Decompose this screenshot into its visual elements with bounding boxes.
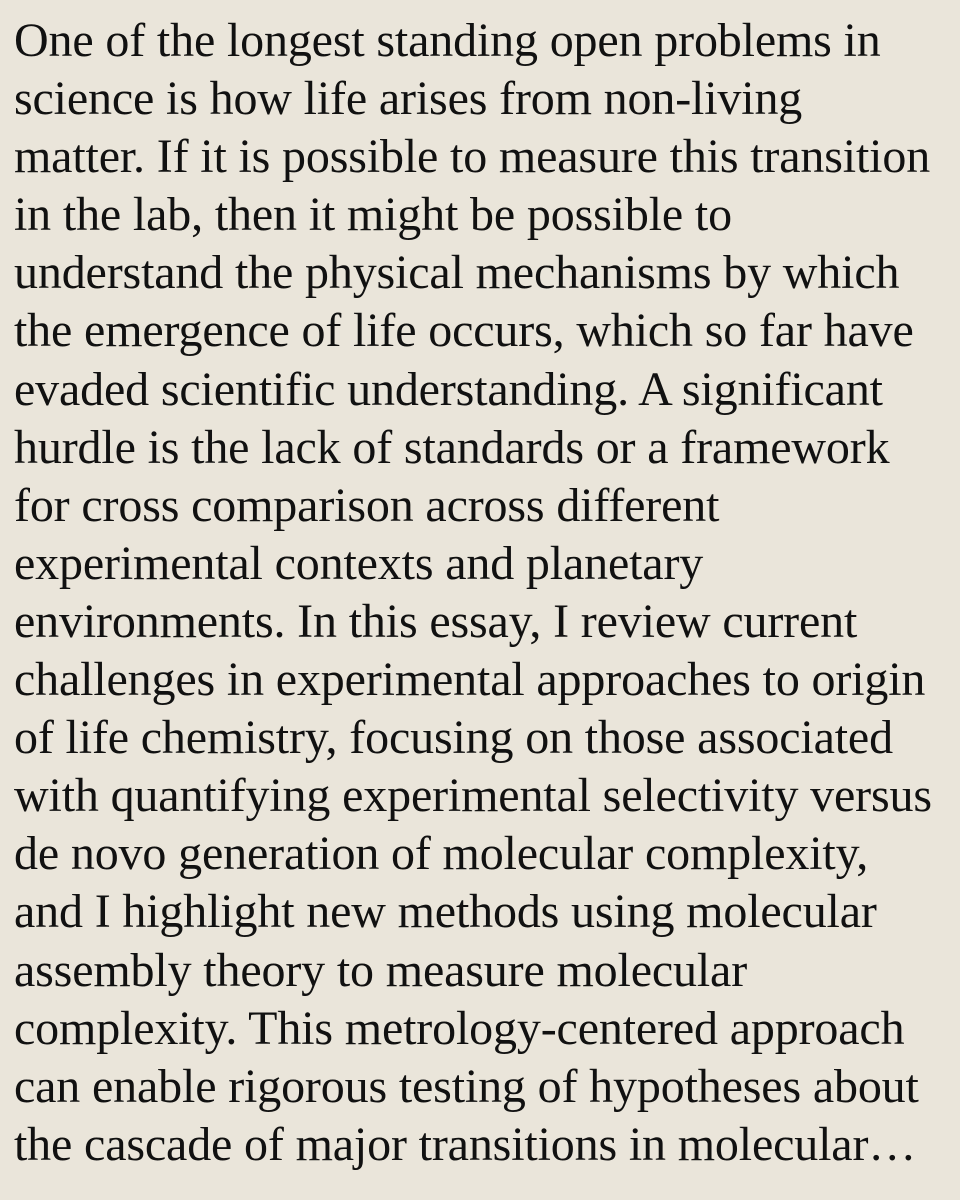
text-line-14: with quantifying experimental selectivity versus bbox=[14, 769, 932, 823]
abstract-text bbox=[14, 12, 954, 1174]
text-line-6: the emergence of life occurs, which so far have bbox=[14, 304, 914, 358]
text-line-18: complexity. This metrology-centered approach bbox=[14, 1001, 905, 1055]
text-line-20: the cascade of major transitions in molecular… bbox=[14, 1117, 917, 1171]
text-line-11: environments. In this essay, I review current bbox=[14, 594, 858, 648]
text-line-3: matter. If it is possible to measure this transition bbox=[14, 130, 931, 184]
text-line-17: assembly theory to measure molecular bbox=[14, 943, 748, 997]
text-line-16: and I highlight new methods using molecular bbox=[14, 885, 877, 939]
text-line-12: challenges in experimental approaches to origin bbox=[14, 653, 926, 707]
text-line-4: in the lab, then it might be possible to bbox=[14, 188, 732, 242]
text-line-19: can enable rigorous testing of hypotheses about bbox=[14, 1059, 919, 1113]
text-line-8: hurdle is the lack of standards or a framework bbox=[14, 420, 890, 474]
text-line-15: de novo generation of molecular complexity, bbox=[14, 827, 869, 881]
text-line-9: for cross comparison across different bbox=[14, 478, 720, 532]
text-line-7: evaded scientific understanding. A significant bbox=[14, 362, 883, 416]
text-line-5: understand the physical mechanisms by which bbox=[14, 246, 900, 300]
text-line-13: of life chemistry, focusing on those associated bbox=[14, 711, 893, 765]
text-line-2: science is how life arises from non-living bbox=[14, 72, 803, 126]
text-line-10: experimental contexts and planetary bbox=[14, 536, 704, 590]
text-line-1: One of the longest standing open problems in bbox=[14, 14, 881, 67]
